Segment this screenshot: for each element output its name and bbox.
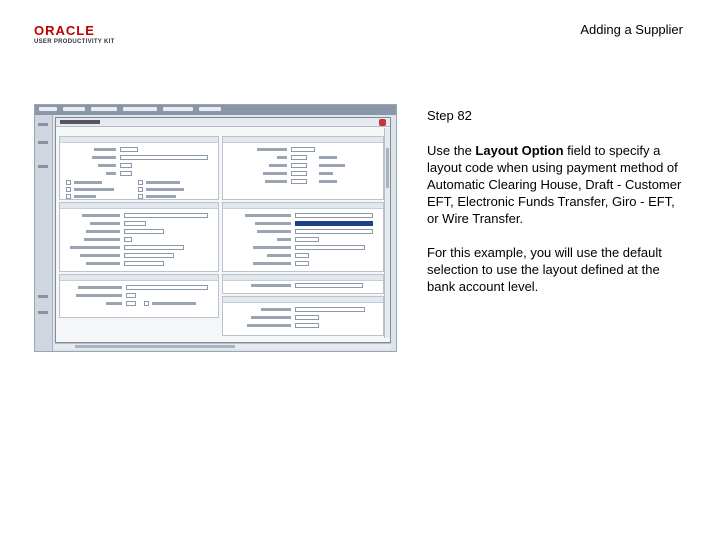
screenshot-horizontal-scrollbar bbox=[55, 343, 391, 349]
payment-control-section bbox=[59, 136, 219, 200]
draft-processing-section bbox=[59, 202, 219, 272]
oracle-upk-logo bbox=[34, 24, 134, 45]
payables-options-dialog bbox=[55, 117, 391, 343]
logo-brand: ORACLE bbox=[34, 23, 95, 38]
screenshot-menubar bbox=[35, 105, 396, 115]
application-screenshot bbox=[34, 104, 397, 352]
page-title: Adding a Supplier bbox=[580, 22, 683, 37]
additional-payment-info-section bbox=[222, 202, 384, 272]
document-sequencing-section bbox=[222, 274, 384, 294]
step-number: Step 82 bbox=[427, 108, 472, 123]
screenshot-vertical-scrollbar bbox=[384, 128, 390, 338]
field-name: Layout Option bbox=[475, 143, 564, 158]
hold-section bbox=[222, 136, 384, 200]
holiday-processing-section bbox=[59, 274, 219, 318]
close-icon bbox=[379, 119, 386, 126]
note-text: For this example, you will use the default selection to use the layout defined at the bank account level. bbox=[427, 245, 662, 294]
instruction-panel bbox=[427, 108, 689, 312]
screenshot-sidebar bbox=[35, 115, 53, 352]
instruction-text: Use the Layout Option field to specify a layout code when using payment method of Automatic Clearing House, Draft - Customer EFT, Electronic Funds Transfer, Giro - EFT, or Wire Transfer. bbox=[427, 143, 682, 226]
logo-product: USER PRODUCTIVITY KIT bbox=[34, 39, 115, 45]
late-charges-section bbox=[222, 296, 384, 336]
